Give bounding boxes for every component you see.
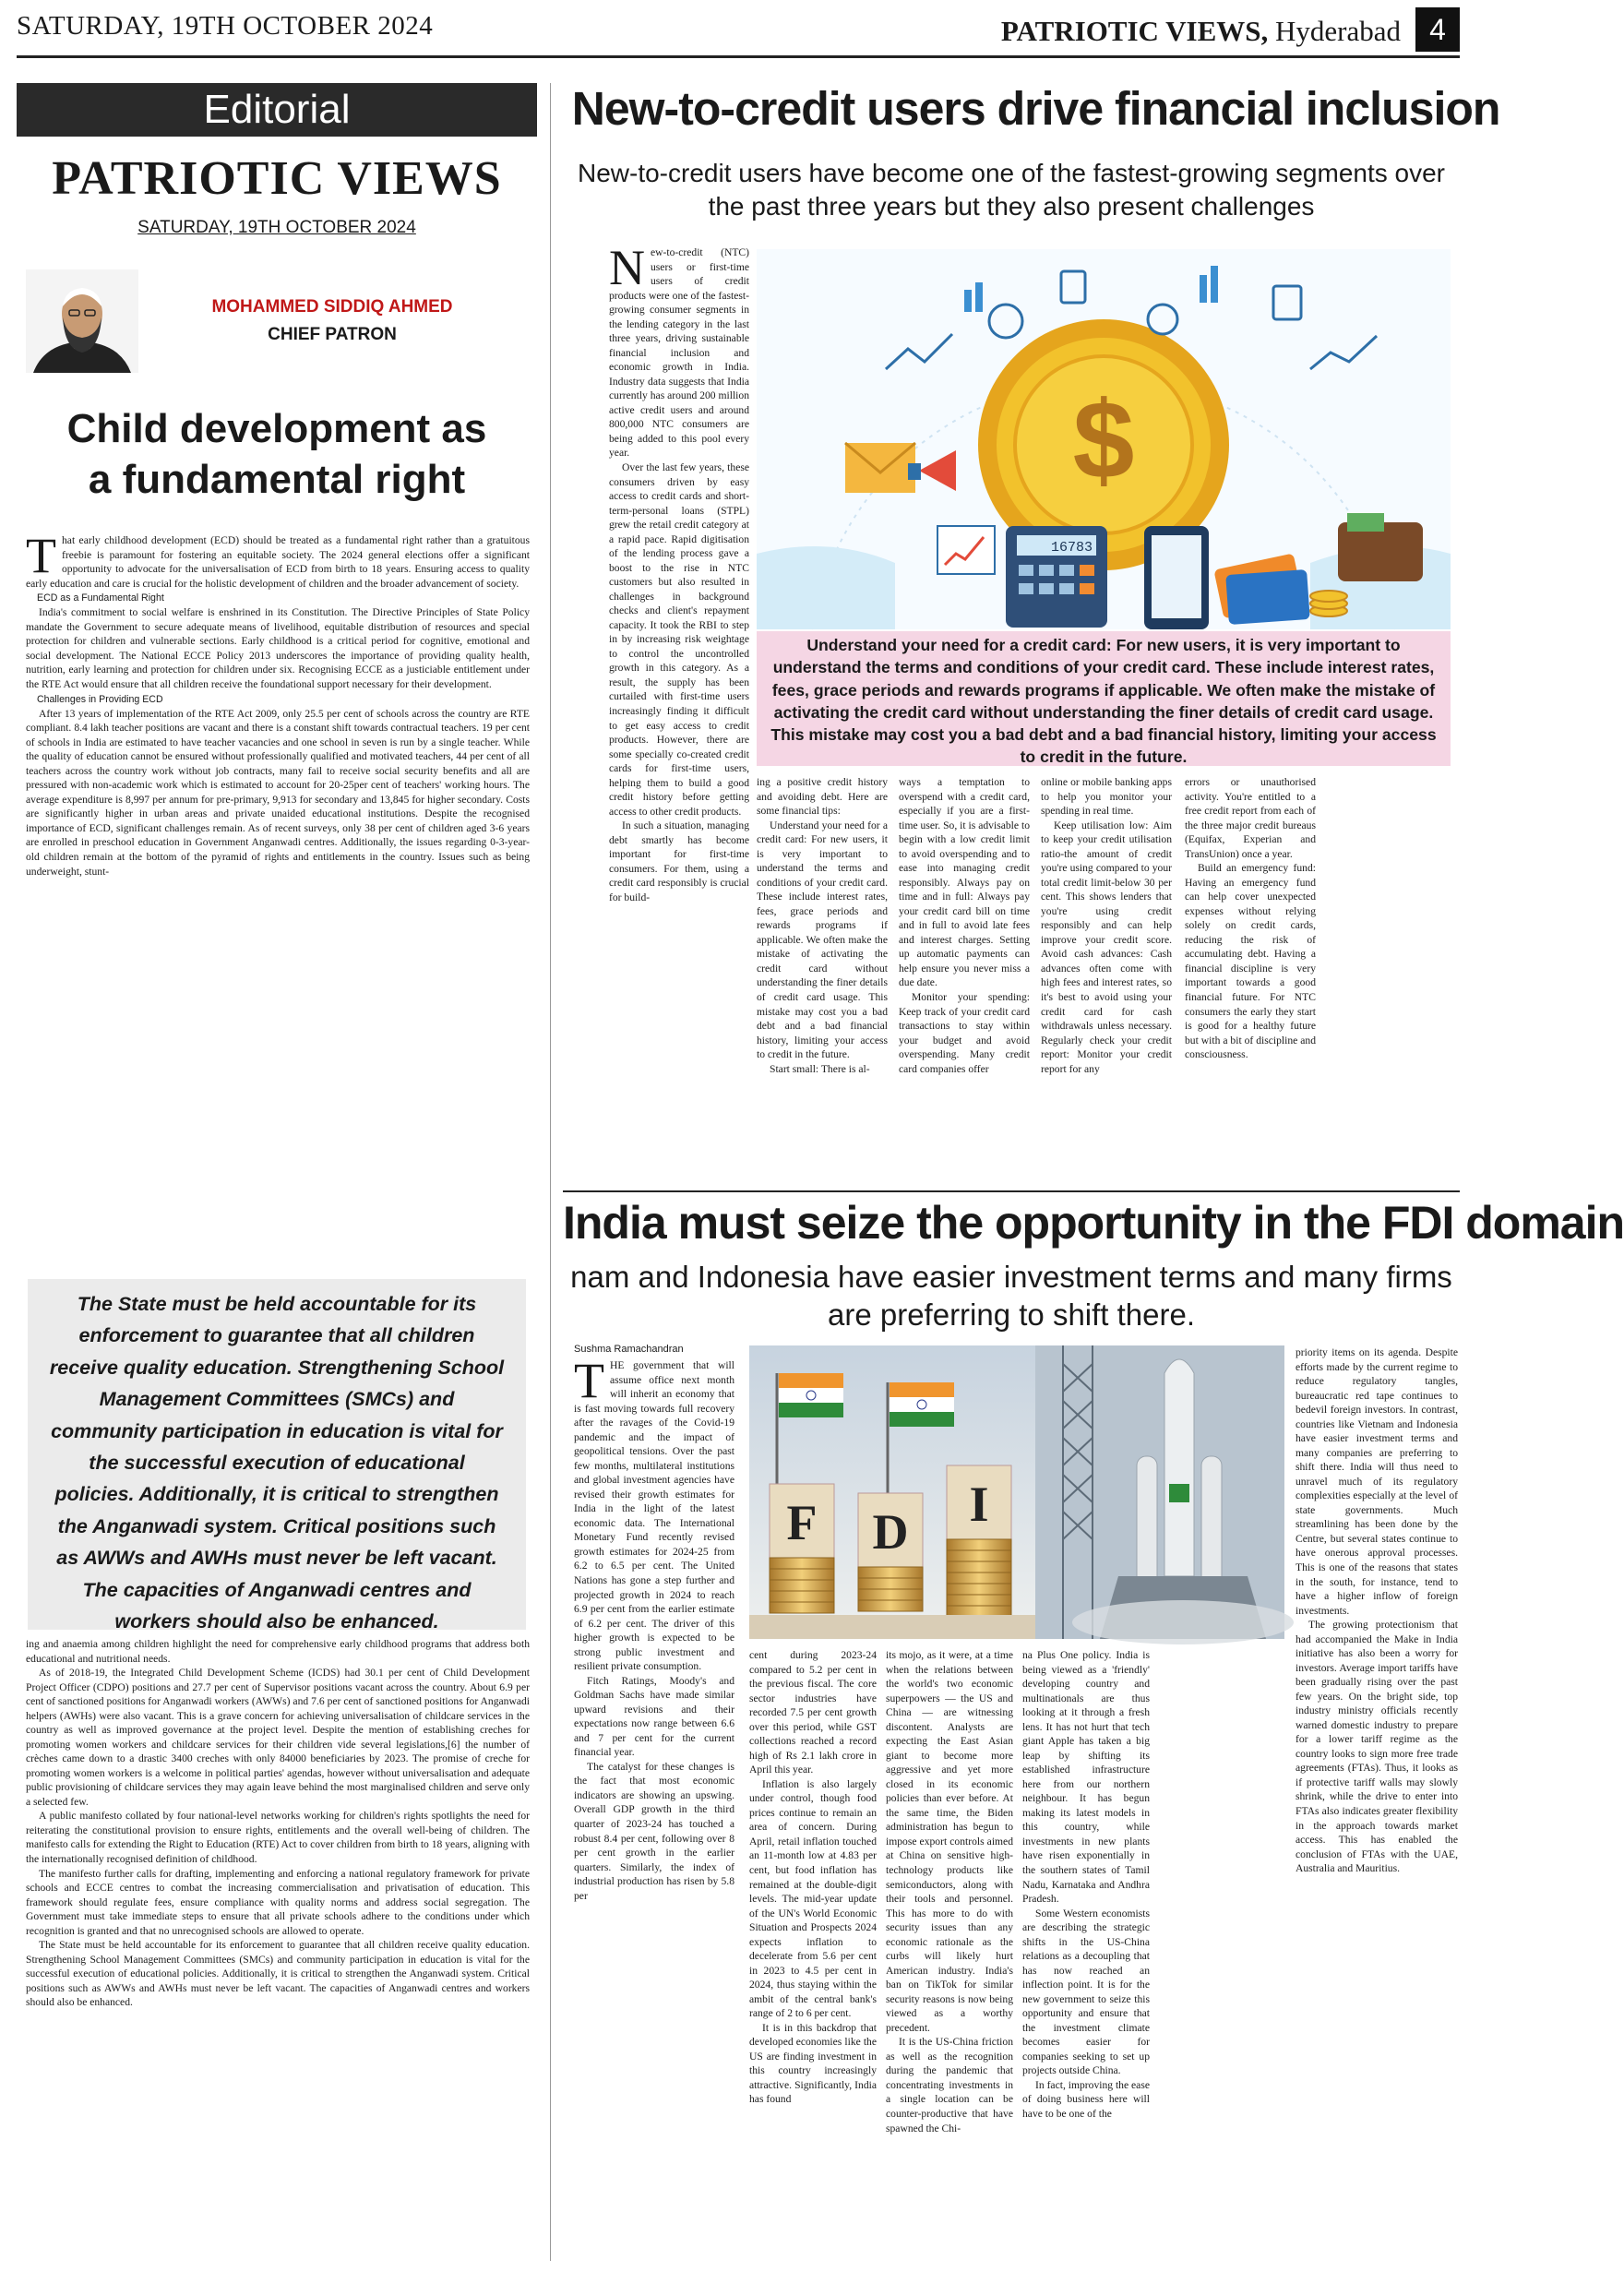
editorial-body-top (26, 528, 530, 1272)
masthead (17, 7, 1460, 54)
column-divider (550, 83, 551, 2261)
fdi-col-4 (1022, 1648, 1150, 2266)
credit-para-2: Over the last few years, these consumers driven by easy access to credit cards and short-term-personal loans (STPL) grew the retail credit category at a rapid pace. Rapid digitisation of the lending process gave a boost to the rise in NTC customers but also resulted in challenges in background checks and client's repayment capacity. It took the RBI to step in by increasing risk weightage to control the uncontrolled growth in this category. As a result, the supply has been curtailed with first-time users increasingly finding it difficult to get easy access to credit products. However, there are some specially co-created credit cards for first-time users, helping them to build a good credit history before getting access to other credit products. (609, 460, 749, 818)
page-number: 4 (1415, 7, 1460, 52)
patron-role: CHIEF PATRON (268, 325, 397, 344)
fdi-col-2 (749, 1648, 877, 2266)
credit-para-6: Start small: There is al- (770, 1062, 870, 1075)
credit-para-8: Monitor your spending: Keep track of your credit card transactions to stay within your budget and avoid overspending. Many credit card companies offer (899, 990, 1030, 1075)
editorial-para-2: India's commitment to social welfare is enshrined in its Constitution. The Directive Principles of State Policy mandate the Government to secure adequate means of livelihood, equitable distribution of resources and special protection for children and vulnerable sections. Early childhood is a critical period for cognitive, emotional and social development. The National ECCE Policy 2013 underscores the importance of providing quality health, nutrition, early learning and protection for children under six. Recognising ECCE as a justiciable entitlement under the RTE Act would ensure that all children receive the foundational support necessary for their development. (26, 606, 530, 690)
credit-para-4: ing a positive credit history and avoiding debt. Here are some financial tips: (757, 776, 888, 818)
editorial-para-6: A public manifesto collated by four national-level networks working for children's rights spotlights the need for reiterating the constitutional provision to ensure rights, entitlements and the overall well-being of children. The manifesto calls for extending the Right to Education (RTE) Act to cover children from birth to 18 years, aligning with the internationally recognised definition of childhood. (26, 1810, 531, 1865)
fdi-byline: Sushma Ramachandran (574, 1344, 684, 1355)
credit-para-10: Keep utilisation low: Aim to keep your credit utilisation ratio-the amount of credit you're using compared to your total credit limit-below 30 per cent. This shows lenders that you're using credit responsibly and can help improve your credit score. Avoid cash advances: Cash advances often come with high fees and interest rates, so it's best to avoid using your credit card for cash withdrawals unless necessary. Regularly check your credit report: Monitor your credit report for any (1041, 819, 1172, 1075)
editorial-para-4: ing and anaemia among children highlight the need for comprehensive early childhood programs that address both educational and nutritional needs. (26, 1638, 530, 1665)
credit-dropcap: N (609, 240, 645, 295)
credit-para-1: ew-to-credit (NTC) users or first-time users of credit products were one of the fastest-growing consumer segments in the lending category in the last three years, driving sustainable financial inclusion and economic growth in India. Industry data suggests that India currently has around 200 million active credit users and around 800,000 NTC consumers are being added to this pool every year. (609, 246, 749, 460)
fdi-letter-d: D (872, 1504, 909, 1560)
fdi-para-7: its mojo, as it were, at a time when the relations between the world's two economic superpowers — the US and China — are witnessing discontent. Analysts are expecting the East Asian giant to become more aggressive and yet more closed in its economic policies than ever before. At the same time, the Biden administration has begun to impose export controls aimed at China on sensitive high-technology products like semiconductors, along with their tools and personnel. This has more to do with security issues than any economic rationale as the curbs will likely hurt American industry. India's ban on TikTok for similar security reasons is now being viewed as a worthy precedent. (886, 1649, 1013, 2034)
calculator-display: 16783 (1050, 540, 1093, 556)
fdi-col-3 (886, 1648, 1013, 2266)
fdi-dropcap: T (574, 1353, 604, 1408)
editorial-para-1: hat early childhood development (ECD) should be treated as a fundamental right rather than a gratuitous freebie is paramount for fostering an equitable society. The 2024 general elections offer a significant opportunity to advocate for the universalisation of ECD from birth to 18 years. Ensuring access to quality early education and care is crucial for the holistic development of children and the broader advancement of society. (26, 534, 530, 590)
editorial-date: SATURDAY, 19TH OCTOBER 2024 (137, 218, 416, 237)
credit-para-11: errors or unauthorised activity. You're entitled to a free credit report from each of the three major credit bureaus (Equifax, Experian and TransUnion) once a year. (1185, 776, 1316, 860)
masthead-date: SATURDAY, 19TH OCTOBER 2024 (17, 11, 434, 41)
credit-col-6 (1327, 775, 1458, 1192)
credit-col-5 (1185, 775, 1316, 1192)
credit-pullquote: Understand your need for a credit card: For new users, it is very important to understand the terms and conditions of your credit card. These include interest rates, fees, grace periods and rewards programs if applicable. We often make the mistake of activating the credit card without understanding the finer details of credit card usage. This mistake may cost you a bad debt and a bad financial history, limiting your access to credit in the future. (757, 631, 1451, 766)
editorial-subhead-1: ECD as a Fundamental Right (37, 592, 164, 604)
credit-subhead: New-to-credit users have become one of the fastest-growing segments over the past three years but they also present challenges (577, 159, 1445, 221)
fdi-subhead: nam and Indonesia have easier investment terms and many firms are preferring to shift there. (570, 1260, 1452, 1332)
credit-para-3: In such a situation, managing debt smartly has become important for first-time consumers. For them, using a credit card responsibly is crucial for build- (609, 819, 749, 903)
fdi-para-4: cent during 2023-24 compared to 5.2 per cent in the previous fiscal. The core sector industries have recorded 7.5 per cent growth over this period, while GST collections reached a record high of Rs 2.1 lakh crore in April this year. (749, 1649, 877, 1776)
editorial-pullquote: The State must be held accountable for its enforcement to guarantee that all children receive quality education. Strengthening School Management Committees (SMCs) and community participation in education is vital for the successful execution of educational policies. Additionally, it is critical to strengthen the Anganwadi system. Critical positions such as AWWs and AWHs must never be left vacant. The capacities of Anganwadi centres and workers should also be enhanced. (28, 1279, 526, 1630)
masthead-paper (1001, 15, 1401, 48)
fdi-letter-f: F (786, 1495, 818, 1550)
editorial-headline (17, 404, 537, 505)
fdi-col-1 (574, 1353, 734, 2267)
editorial-headline-line1: Child development as (66, 406, 487, 451)
credit-headline: New-to-credit users drive financial inclusion (571, 82, 1500, 135)
fdi-para-1: HE government that will assume office next month will inherit an economy that is fast moving towards full recovery after the ravages of the Covid-19 pandemic and the impact of geopolitical tensions. Over the past few months, multilateral institutions and global investment agencies have revised their growth estimates for India in the light of the latest economic data. The International Monetary Fund recently revised growth estimates for 2024-25 from 6.2 to 6.5 per cent. The United Nations has gone a step further and projected growth in 2024 to reach 6.9 per cent from the earlier estimate of 6.2 per cent. The driver of this higher growth is expected to be strong public investment and resilient private consumption. (574, 1359, 734, 1673)
fdi-para-9: na Plus One policy. India is being viewed as a 'friendly' developing country and multinationals are thus looking at it through a fresh lens. It has not hurt that tech giant Apple has taken a big leap by shifting its established infrastructure here from our northern neighbour. It has begun making its latest models in this country, while investments in new plants have risen exponentially in the southern states of Tamil Nadu, Karnataka and Andhra Pradesh. (1022, 1649, 1150, 1906)
masthead-rule (17, 55, 1460, 58)
fdi-para-2: Fitch Ratings, Moody's and Goldman Sachs have made similar upward revisions and their expectations now range between 6.6 and 7 per cent for the current financial year. (574, 1674, 734, 1759)
credit-col-3 (899, 775, 1030, 1192)
credit-col-4 (1041, 775, 1172, 1192)
editorial-headline-line2: a fundamental right (88, 456, 466, 502)
masthead-city: Hyderabad (1275, 15, 1401, 47)
editorial-subhead-2: Challenges in Providing ECD (37, 693, 163, 705)
credit-col-1 (609, 240, 749, 903)
fdi-headline: India must seize the opportunity in the FDI domain (563, 1197, 1624, 1249)
section-rule (563, 1190, 1460, 1192)
fdi-letter-i: I (969, 1477, 989, 1532)
editorial-para-5: As of 2018-19, the Integrated Child Development Scheme (ICDS) had 30.1 per cent of Child Development Project Officer (CDPO) positions and 27.7 per cent of Supervisor positions vacant across the country. About 6.9 per cent of sanctioned positions for Anganwadi workers (AWWs) and 7.6 per cent of sanctioned positions for Anganwadi helpers (AWHs) were also vacant. This is a grave concern for achieving universalisation of childcare services in the country as well as improved governance at the project level. Despite the mention of establishing creches for promoting women workers and childcare services for their children vide several legislations,[6] the number of crèches came down to a drastic 3400 creches with only 84000 beneficiaries by 2023. The promise of creche for promoting women workers is a welcome in political parties' agendas, however without universalisation and adequate public provisioning of childcare services they may again leave behind the most marginalised children and serve only a selected few. (26, 1667, 530, 1808)
fdi-para-10: Some Western economists are describing the strategic shifts in the US-China relations as a decoupling that has now reached an inflection point. It is for the new government to seize this opportunity and ensure that the investment climate becomes easier for companies seeking to set up projects outside China. (1022, 1907, 1150, 2077)
masthead-paper-name: PATRIOTIC VIEWS, (1000, 15, 1269, 47)
editorial-para-3: After 13 years of implementation of the RTE Act 2009, only 25.5 per cent of schools across the country are RTE compliant. 8.4 lakh teacher positions are vacant and there is a constant shift towards contractual teachers. 19 per cent of schools in India are estimated to have teacher vacancies and one school in seven is run by a single teacher. While the quality of education cannot be ensured without professionally qualified and motivated teachers, 44 per cent of all teachers across the country work without job contracts, many fail to receive social security benefits and all are pressured with non-academic work which is estimated to account for 20-25per cent of teachers' working hours. The average expenditure is 8,997 per annum for pre-primary, 9,913 for secondary and 13,845 for higher secondary. Costs are significantly higher in urban areas and private unaided educational institutions. Despite the recognised importance of ECD, significant challenges remain. As of recent surveys, only 38 per cent of children aged 3-6 years are enrolled in preschool education in Government Anganwadi centres. Additionally, the issues regarding 0-3-year-old children remain at the bottom of the pyramid of rights and entitlements in the country. Issues such as being underweight, stunt- (26, 707, 530, 878)
editorial-dropcap: T (26, 528, 56, 583)
patron-name: MOHAMMED SIDDIQ AHMED (211, 297, 453, 317)
fdi-para-13: The growing protectionism that had accompanied the Make in India initiative has also been a worry for investors. Average import tariffs have been gradually rising over the past few years. On the bright side, top industry ministry officials recently warned domestic industry to prepare for a lower tariff regime as the country looks to sign more free trade agreements (FTAs). Thus, it looks as if protective tariff walls may slowly shrink, while the drive to enter into FTAs also indicates greater flexibility in the approach towards market access. This has enabled the conclusion of FTAs with the UAE, Australia and Mauritius. (1296, 1619, 1458, 1875)
editorial-section-bar: Editorial (17, 83, 537, 137)
credit-para-5: Understand your need for a credit card: For new users, it is very important to understand the terms and conditions of your credit card. These include interest rates, fees, grace periods and rewards programs if applicable. We often make the mistake of activating the credit card without understanding the finer details of credit card usage. This mistake may cost you a bad debt and a bad financial history, limiting your access to credit in the future. (757, 819, 888, 1061)
credit-illustration (757, 249, 1451, 629)
fdi-col-extra (1159, 1648, 1286, 2266)
credit-para-9: online or mobile banking apps to help you monitor your spending in real time. (1041, 776, 1172, 818)
fdi-para-6: It is in this backdrop that developed economies like the US are finding investment in this country increasingly attractive. Significantly, India has found (749, 2021, 877, 2106)
editorial-para-8: The State must be held accountable for its enforcement to guarantee that all children receive quality education. Strengthening School Management Committees (SMCs) and community participation in education is vital for the successful execution of educational policies. Additionally, it is critical to strengthen the Anganwadi system. Critical positions such as AWWs and AWHs must never be left vacant. The capacities of Anganwadi centres and workers should also be enhanced. (26, 1939, 530, 2009)
fdi-para-5: Inflation is also largely under control, though food prices continue to remain an area of concern. During April, retail inflation touched an 11-month low at 4.83 per cent, but food inflation has remained at the double-digit levels. The mid-year update of the UN's World Economic Situation and Prospects 2024 expects inflation to decelerate from 5.6 per cent in 2023 to 4.5 per cent in 2024, thus staying within the ambit of the central bank's range of 2 to 6 per cent. (749, 1777, 877, 2020)
fdi-photo (749, 1345, 1284, 1639)
credit-para-7: ways a temptation to overspend with a credit card, especially if you are a first-time user. So, it is advisable to begin with a low credit limit to avoid overspending and to ease into managing credit responsibly. Always pay on time and in full: Always pay your credit card bill on time and in full to avoid late fees and interest charges. Setting up automatic payments can help ensure you never miss a due date. (899, 776, 1030, 989)
fdi-para-3: The catalyst for these changes is the fact that most economic indicators are showing an upswing. Overall GDP growth in the third quarter of 2023-24 has touched a robust 8.4 per cent, following over 8 per cent growth in the earlier quarters. Similarly, the index of industrial production has risen by 5.8 per (574, 1760, 734, 1902)
fdi-para-8: It is the US-China friction as well as the recognition during the pandemic that concentrating investments in a single location can be counter-productive that have spawned the Chi- (886, 2036, 1013, 2134)
editorial-body-bottom (26, 1637, 530, 2265)
editorial-column (17, 83, 537, 2266)
credit-para-12: Build an emergency fund: Having an emergency fund can help cover unexpected expenses without relying solely on credit cards, reducing the risk of accumulating debt. Having a financial discipline is very important towards a good financial future. For NTC consumers the early they start is good for a healthy future but with a bit of discipline and consciousness. (1185, 862, 1316, 1061)
fdi-para-12: priority items on its agenda. Despite efforts made by the current regime to reduce regulatory tangles, bureaucratic red tape continues to bedevil foreign investors. In contrast, countries like Vietnam and Indonesia have easier investment terms and many companies are preferring to shift there. India will thus need to unravel much of its regulatory complexities especially at the level of state governments. Much streamlining has been done by the Centre, but several states continue to have onerous approval processes. This is one of the reasons that states in the south, for instance, tend to have a higher inflow of foreign investments. (1296, 1346, 1458, 1617)
editorial-para-7: The manifesto further calls for drafting, implementing and enforcing a national regulatory framework for private schools and ECCE centres to combat the increasing commercialisation and privatisation of education. This framework should regulate fees, ensure compliance with quality norms and address social segregation. The Government must take immediate steps to ensure that all private schools adhere to the conditions under which recognition is granted and that no unrecognised schools are allowed to operate. (26, 1867, 530, 1937)
patron-photo (26, 269, 138, 373)
fdi-col-5 (1296, 1345, 1458, 2266)
editorial-paper-name: PATRIOTIC VIEWS (52, 152, 502, 205)
svg-text:$: $ (1072, 378, 1135, 502)
fdi-para-11: In fact, improving the ease of doing business here will have to be one of the (1022, 2078, 1150, 2120)
credit-col-2 (757, 775, 888, 1192)
